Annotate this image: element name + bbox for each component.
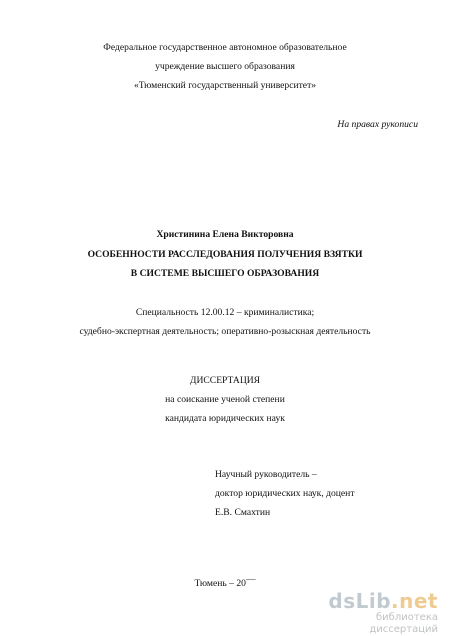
author-name: Христинина Елена Викторовна <box>156 229 294 240</box>
institution-line-2: учреждение высшего образования <box>155 61 295 72</box>
dissertation-title-line-1: ОСОБЕННОСТИ РАССЛЕДОВАНИЯ ПОЛУЧЕНИЯ ВЗЯТКИ <box>87 249 363 260</box>
specialty-line-2: судебно-экспертная деятельность; оперативно-розыскная деятельность <box>79 326 371 337</box>
manuscript-rights-note: На правах рукописи <box>337 119 418 130</box>
watermark-logo-main: dsLib <box>328 589 392 613</box>
degree-line-1: на соискание ученой степени <box>165 394 285 405</box>
dissertation-title-line-2: В СИСТЕМЕ ВЫСШЕГО ОБРАЗОВАНИЯ <box>130 268 320 279</box>
institution-line-1: Федеральное государственное автономное образовательное <box>103 42 347 53</box>
institution-line-3: «Тюменский государственный университет» <box>133 80 317 91</box>
watermark-subtitle: библиотека диссертаций <box>369 612 438 635</box>
supervisor-degree: доктор юридических наук, доцент <box>215 488 355 499</box>
dslib-watermark <box>308 590 438 636</box>
city-year: Тюмень – 20¯¯ <box>194 578 256 589</box>
watermark-logo-accent: .net <box>391 589 438 613</box>
dissertation-type: ДИССЕРТАЦИЯ <box>189 375 261 386</box>
supervisor-name: Е.В. Смахтин <box>215 507 271 518</box>
degree-line-2: кандидата юридических наук <box>165 413 285 424</box>
watermark-logo <box>308 590 438 612</box>
specialty-line-1: Специальность 12.00.12 – криминалистика; <box>135 307 315 318</box>
supervisor-label: Научный руководитель – <box>215 469 317 480</box>
